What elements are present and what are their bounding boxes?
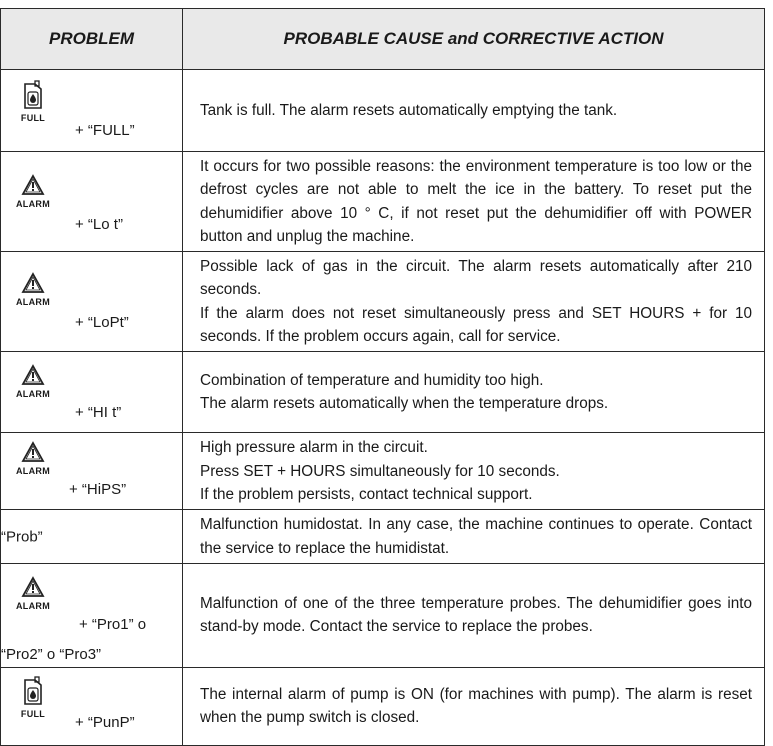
problem-cell — [1, 252, 183, 352]
cause-text: High pressure alarm in the circuit. — [200, 439, 428, 457]
table-row — [1, 152, 765, 252]
problem-cell — [1, 433, 183, 510]
cause-text: If the problem persists, contact technical support. — [200, 485, 533, 503]
table-row — [1, 252, 765, 352]
problem-cell — [1, 152, 183, 252]
icon-label: FULL — [20, 113, 46, 123]
icon-label: ALARM — [16, 199, 50, 209]
error-code: “Prob” — [1, 528, 43, 546]
cause-cell — [183, 152, 765, 252]
table-row — [1, 667, 765, 745]
cause-cell — [183, 667, 765, 745]
error-code: + “PunP” — [75, 713, 135, 731]
icon-label: ALARM — [16, 389, 50, 400]
problem-cell — [1, 563, 183, 667]
error-code-alt: “Pro2” o “Pro3” — [1, 645, 102, 663]
warning-icon — [11, 441, 55, 476]
cause-text: The alarm resets automatically when the temperature drops. — [200, 395, 609, 413]
warning-icon — [11, 364, 55, 399]
cause-text: If the alarm does not reset simultaneously press and SET HOURS + for 10 seconds. If the problem occurs again, call for service. — [200, 304, 752, 346]
cause-cell — [183, 510, 765, 564]
cause-cell — [183, 352, 765, 433]
error-code: + “LoPt” — [75, 314, 129, 332]
icon-label: FULL — [20, 708, 46, 719]
warning-icon — [11, 174, 55, 209]
cause-text: The internal alarm of pump is ON (for machines with pump). The alarm is reset when the pump switch is closed. — [200, 686, 752, 727]
table-row — [1, 352, 765, 433]
table-row — [1, 70, 765, 152]
problem-header: PROBLEM — [1, 9, 183, 70]
tank-full-icon — [11, 676, 55, 719]
error-code: + “Lo t” — [75, 216, 123, 233]
error-code: + “HI t” — [75, 404, 122, 422]
cause-text: Tank is full. The alarm resets automatically emptying the tank. — [200, 101, 618, 119]
cause-cell — [183, 433, 765, 510]
cause-text: Malfunction humidostat. In any case, the machine continues to operate. Contact the service to replace the humidistat. — [200, 516, 752, 557]
icon-label: ALARM — [16, 600, 50, 611]
warning-icon — [11, 272, 55, 307]
cause-text: Possible lack of gas in the circuit. The alarm resets automatically after 210 seconds. — [200, 258, 752, 299]
cause-text: Malfunction of one of the three temperature probes. The dehumidifier goes into stand-by mode. Contact the service to replace the probes. — [200, 595, 752, 636]
header-row — [1, 9, 765, 70]
problem-cell — [1, 667, 183, 745]
table-row — [1, 510, 765, 564]
table-row — [1, 433, 765, 510]
cause-text: It occurs for two possible reasons: the environment temperature is too low or the defrost cycles are not able to melt the ice in the battery. To reset put the dehumidifier above 10 ° C, if not reset put the dehumidifier off with POWER button and unplug the machine. — [200, 158, 752, 245]
cause-text: Combination of temperature and humidity too high. — [200, 372, 544, 390]
error-code: + “Pro1” o — [79, 615, 147, 633]
troubleshooting-table — [0, 8, 765, 746]
error-code: + “FULL” — [75, 122, 135, 139]
problem-cell — [1, 510, 183, 564]
problem-cell — [1, 352, 183, 433]
table-row — [1, 563, 765, 667]
tank-full-icon — [11, 80, 55, 123]
problem-cell — [1, 70, 183, 152]
cause-text: Press SET + HOURS simultaneously for 10 seconds. — [200, 462, 560, 480]
icon-label: ALARM — [16, 466, 50, 477]
icon-label: ALARM — [16, 297, 50, 308]
cause-cell — [183, 563, 765, 667]
error-code: + “HiPS” — [69, 481, 127, 499]
cause-header: PROBABLE CAUSE and CORRECTIVE ACTION — [183, 9, 765, 70]
cause-cell — [183, 70, 765, 152]
warning-icon — [11, 576, 55, 611]
cause-cell — [183, 252, 765, 352]
